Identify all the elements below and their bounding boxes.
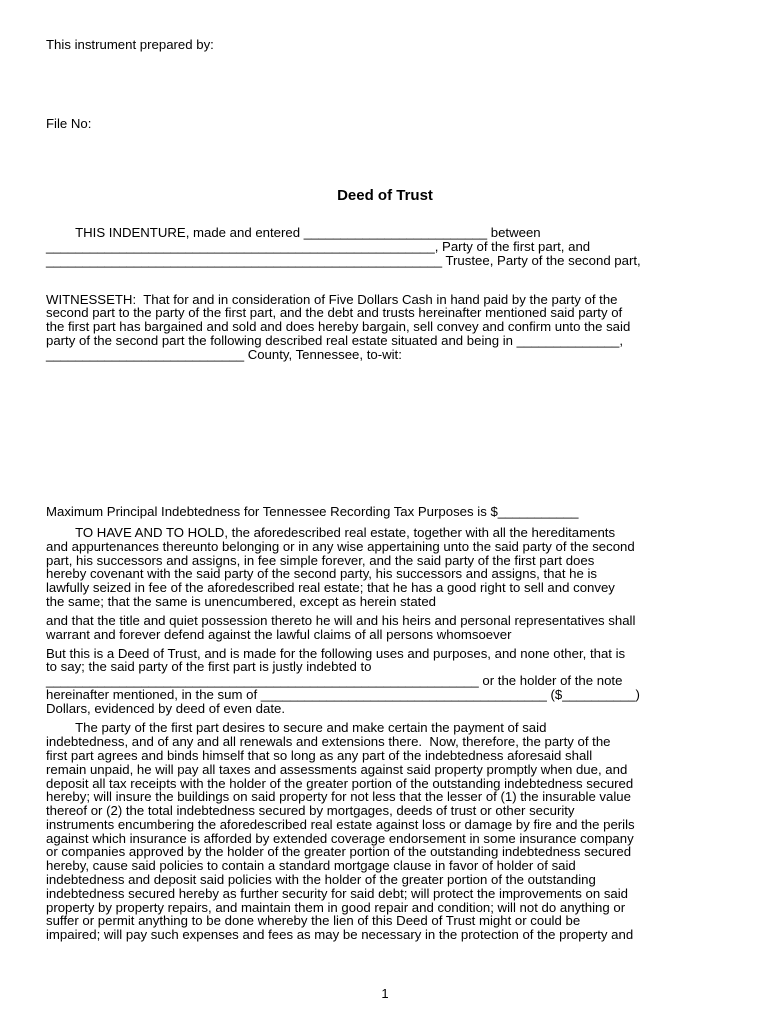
security-line: impaired; will pay such expenses and fees as may be necessary in the protection of the property and: [46, 927, 634, 942]
have-and-hold-line: lawfully seized in fee of the aforedescribed real estate; that he has a good right to sell and convey: [46, 580, 615, 595]
witnesseth-line: the first part has bargained and sold and does hereby bargain, sell convey and confirm unto the said: [46, 319, 631, 334]
deed-of-trust-line: hereinafter mentioned, in the sum of _______________________________________ ($__________): [46, 687, 640, 702]
security-line: suffer or permit anything to be done whereby the lien of this Deed of Trust might or could be: [46, 913, 581, 928]
security-line: The party of the first part desires to secure and make certain the payment of said: [46, 720, 547, 735]
security-line: hereby; will insure the buildings on said property for not less that the lesser of (1) the insurable value: [46, 789, 631, 804]
witnesseth-line: party of the second part the following described real estate situated and being in ______________,: [46, 333, 623, 348]
security-line: indebtedness and deposit said policies with the holder of the greater portion of the outstanding: [46, 872, 596, 887]
deed-of-trust-line: to say; the said party of the first part is justly indebted to: [46, 659, 372, 674]
security-line: property by property repairs, and maintain them in good repair and condition; will not do anything or: [46, 900, 626, 915]
have-and-hold-line: hereby covenant with the said party of the second party, his successors and assigns, that he is: [46, 566, 598, 581]
have-and-hold-line: and appurtenances thereunto belonging or in any wise appertaining unto the said party of the second: [46, 539, 635, 554]
max-principal-line: Maximum Principal Indebtedness for Tennessee Recording Tax Purposes is $___________: [46, 504, 579, 519]
witnesseth-line: ___________________________ County, Tennessee, to-wit:: [46, 347, 402, 362]
security-line: hereby, cause said policies to contain a standard mortgage clause in favor of holder of said: [46, 858, 576, 873]
indenture-line: ______________________________________________________ Trustee, Party of the second part,: [46, 253, 641, 268]
have-and-hold-line: the same; that the same is unencumbered, except as herein stated: [46, 594, 436, 609]
deed-of-trust-line: Dollars, evidenced by deed of even date.: [46, 701, 285, 716]
security-line: remain unpaid, he will pay all taxes and assessments against said property promptly when due, and: [46, 762, 628, 777]
page-number: 1: [381, 986, 389, 1001]
witnesseth-line: WITNESSETH: That for and in consideration of Five Dollars Cash in hand paid by the party of the: [46, 292, 618, 307]
security-line: indebtedness, and of any and all renewals and extensions there. Now, therefore, the party of the: [46, 734, 611, 749]
security-line: first part agrees and binds himself that so long as any part of the indebtedness aforesaid shall: [46, 748, 593, 763]
deed-of-trust-line: ___________________________________________________________ or the holder of the note: [46, 673, 623, 688]
have-and-hold-line: TO HAVE AND TO HOLD, the aforedescribed real estate, together with all the hereditaments: [46, 525, 616, 540]
security-line: or companies approved by the holder of the greater portion of the outstanding indebtedness secured: [46, 844, 632, 859]
security-line: thereof or (2) the total indebtedness secured by mortgages, deeds of trust or other security: [46, 803, 575, 818]
document-title: Deed of Trust: [337, 187, 433, 204]
prepared-by-label: This instrument prepared by:: [46, 37, 214, 52]
witnesseth-line: second part to the party of the first part, and the debt and trusts hereinafter mentioned said party of: [46, 305, 623, 320]
have-and-hold-line: part, his successors and assigns, in fee simple forever, and the said party of the first part does: [46, 553, 595, 568]
title-quiet-line: and that the title and quiet possession thereto he will and his heirs and personal representatives shall: [46, 613, 636, 628]
security-line: against which insurance is afforded by extended coverage endorsement in some insurance company: [46, 831, 634, 846]
security-line: deposit all tax receipts with the holder of the greater portion of the outstanding indebtedness secured: [46, 776, 634, 791]
indenture-line: _____________________________________________________, Party of the first part, and: [46, 239, 591, 254]
security-line: instruments encumbering the aforedescribed real estate against loss or damage by fire and the perils: [46, 817, 635, 832]
security-line: indebtedness secured hereby as further security for said debt; will protect the improvements on said: [46, 886, 629, 901]
deed-of-trust-line: But this is a Deed of Trust, and is made for the following uses and purposes, and none other, that is: [46, 646, 626, 661]
file-number-label: File No:: [46, 116, 92, 131]
title-quiet-line: warrant and forever defend against the lawful claims of all persons whomsoever: [46, 627, 512, 642]
indenture-line: THIS INDENTURE, made and entered _________________________ between: [46, 225, 541, 240]
